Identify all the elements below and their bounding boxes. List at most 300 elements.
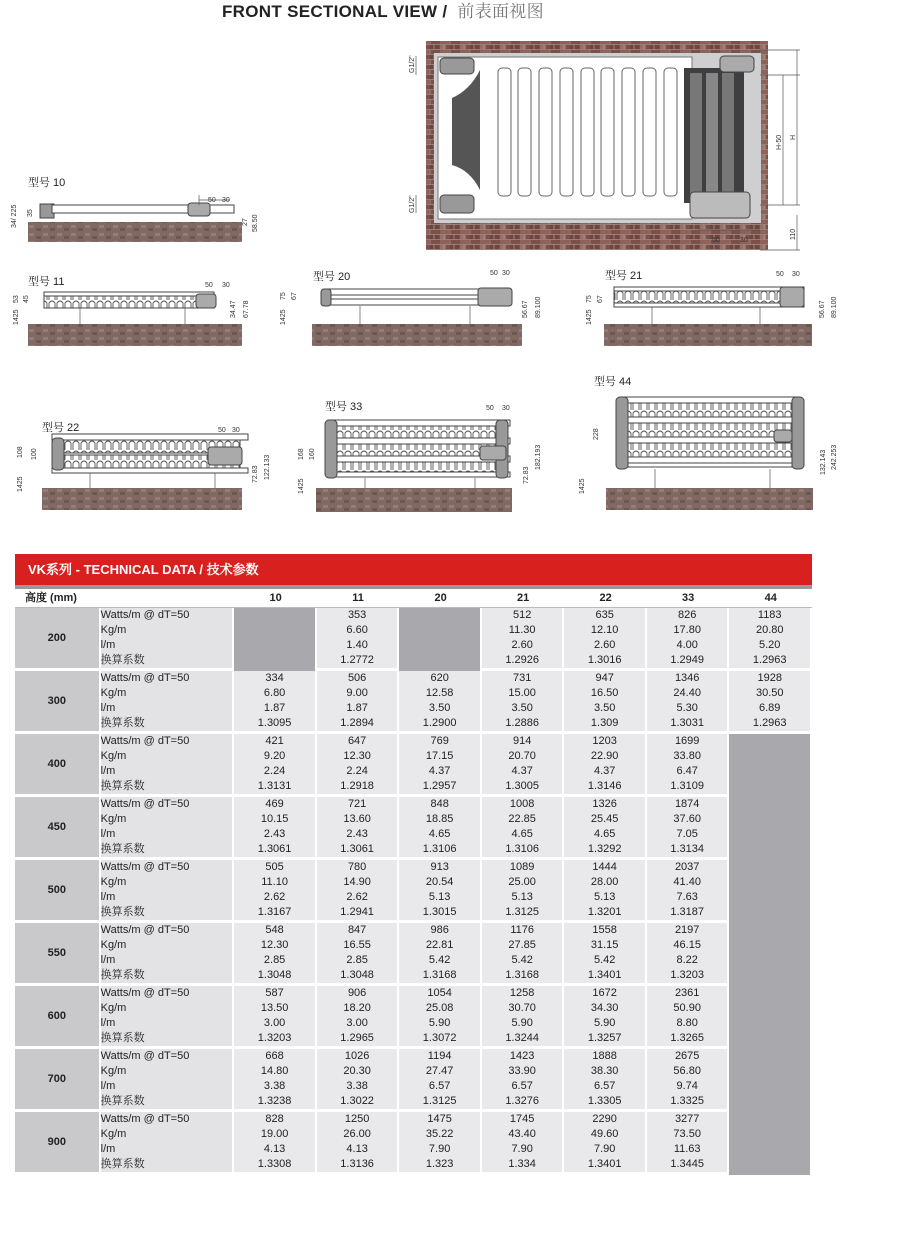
value-cell: 4.65 [564,827,647,842]
value-cell: 25.45 [564,812,647,827]
value-cell: 49.60 [564,1127,647,1142]
value-cell: 1.3201 [564,905,647,923]
value-cell: 6.60 [317,623,400,638]
row-label: 换算系数 [101,779,235,797]
row-label: Watts/m @ dT=50 [101,1049,235,1064]
value-cell: 1.3401 [564,1157,647,1175]
value-cell: 986 [399,923,482,938]
value-cell: 1.3031 [647,716,730,734]
value-cell: 1423 [482,1049,565,1064]
table-row [15,797,812,812]
value-cell: 1.3136 [317,1157,400,1175]
table-row [15,701,812,716]
value-cell: 12.58 [399,686,482,701]
value-cell: 8.22 [647,953,730,968]
value-cell: 1.3292 [564,842,647,860]
row-label: Kg/m [101,1001,235,1016]
value-cell: 1.3168 [482,968,565,986]
row-label: l/m [101,953,235,968]
value-cell: 1.2941 [317,905,400,923]
table-row [15,1142,812,1157]
value-cell: 38.30 [564,1064,647,1079]
t11-dim-right2: 67.78 [243,300,250,318]
value-cell: 6.57 [564,1079,647,1094]
table-row [15,749,812,764]
value-cell: 1008 [482,797,565,812]
column-header: 21 [482,589,565,608]
value-cell: 4.65 [399,827,482,842]
value-cell: 25.08 [399,1001,482,1016]
t11-dim-30: 30 [222,282,230,289]
table-row [15,779,812,797]
row-label: Watts/m @ dT=50 [101,986,235,1001]
row-label: Watts/m @ dT=50 [101,1112,235,1127]
value-cell: 1.87 [234,701,317,716]
value-cell: 20.30 [317,1064,400,1079]
value-cell: 22.85 [482,812,565,827]
t33-dim-50: 50 [486,405,494,412]
value-cell: 1874 [647,797,730,812]
table-row [15,968,812,986]
value-cell: 769 [399,734,482,749]
value-cell: 1.309 [564,716,647,734]
type-33-label: 型号 33 [325,401,363,413]
value-cell: 14.80 [234,1064,317,1079]
value-cell: 2.62 [234,890,317,905]
row-label: Kg/m [101,1064,235,1079]
value-cell: 7.05 [647,827,730,842]
value-cell: 421 [234,734,317,749]
type-20-drawing [312,288,522,346]
dim-g-top: G1/2" [409,55,416,73]
value-cell: 620 [399,671,482,686]
value-cell: 1.3445 [647,1157,730,1175]
column-header: 22 [564,589,647,608]
value-cell: 1.3134 [647,842,730,860]
value-cell: 1.2949 [647,653,730,671]
empty-cell [729,986,812,1049]
empty-cell [729,797,812,860]
height-cell: 500 [15,860,101,923]
value-cell: 10.15 [234,812,317,827]
value-cell: 506 [317,671,400,686]
value-cell: 1.2965 [317,1031,400,1049]
technical-data-banner: VK系列 - TECHNICAL DATA / 技术参数 [15,554,812,585]
value-cell: 11.63 [647,1142,730,1157]
value-cell: 1.2900 [399,716,482,734]
t21-dim-left3: 67 [597,295,604,303]
value-cell: 847 [317,923,400,938]
table-row [15,1016,812,1031]
value-cell: 9.00 [317,686,400,701]
value-cell: 2037 [647,860,730,875]
value-cell: 1.3257 [564,1031,647,1049]
type-22-drawing [42,434,248,510]
value-cell: 1.3168 [399,968,482,986]
value-cell: 4.65 [482,827,565,842]
value-cell: 1026 [317,1049,400,1064]
value-cell: 1183 [729,608,812,623]
row-label: Watts/m @ dT=50 [101,608,235,623]
value-cell: 1.3244 [482,1031,565,1049]
value-cell: 19.00 [234,1127,317,1142]
dim-50: 50 [712,237,720,244]
row-label: 换算系数 [101,1157,235,1175]
value-cell: 1054 [399,986,482,1001]
value-cell: 12.30 [317,749,400,764]
value-cell: 20.80 [729,623,812,638]
value-cell: 4.13 [317,1142,400,1157]
value-cell: 3277 [647,1112,730,1127]
height-cell: 450 [15,797,101,860]
table-row [15,1079,812,1094]
value-cell: 11.10 [234,875,317,890]
t20-dim-50: 50 [490,270,498,277]
column-header: 10 [234,589,317,608]
empty-cell [399,608,482,671]
value-cell: 30.50 [729,686,812,701]
row-label: Kg/m [101,1127,235,1142]
value-cell: 2197 [647,923,730,938]
value-cell: 12.10 [564,623,647,638]
row-label: Watts/m @ dT=50 [101,923,235,938]
value-cell: 17.15 [399,749,482,764]
technical-drawings [0,0,924,550]
value-cell: 1.3016 [564,653,647,671]
value-cell: 512 [482,608,565,623]
value-cell: 30.70 [482,1001,565,1016]
value-cell: 1258 [482,986,565,1001]
type-11-drawing [28,292,242,346]
value-cell: 1672 [564,986,647,1001]
value-cell: 7.90 [482,1142,565,1157]
value-cell: 1.3276 [482,1094,565,1112]
value-cell: 7.63 [647,890,730,905]
value-cell: 1.3265 [647,1031,730,1049]
table-row [15,1127,812,1142]
t22-dim-left2: 100 [31,448,38,460]
value-cell: 46.15 [647,938,730,953]
value-cell: 1.323 [399,1157,482,1175]
value-cell: 721 [317,797,400,812]
value-cell: 25.00 [482,875,565,890]
dim-h50: H-50 [776,134,783,150]
value-cell: 505 [234,860,317,875]
height-cell: 200 [15,608,101,671]
row-label: l/m [101,827,235,842]
value-cell: 20.70 [482,749,565,764]
table-row [15,1112,812,1127]
value-cell: 35.22 [399,1127,482,1142]
value-cell: 33.80 [647,749,730,764]
value-cell: 1.334 [482,1157,565,1175]
value-cell: 18.20 [317,1001,400,1016]
row-label: 换算系数 [101,1031,235,1049]
value-cell: 1089 [482,860,565,875]
value-cell: 12.30 [234,938,317,953]
row-label: 换算系数 [101,716,235,734]
type-44-drawing [606,397,813,510]
value-cell: 668 [234,1049,317,1064]
value-cell: 731 [482,671,565,686]
value-cell: 1.3125 [482,905,565,923]
value-cell: 647 [317,734,400,749]
table-row [15,923,812,938]
value-cell: 906 [317,986,400,1001]
value-cell: 22.90 [564,749,647,764]
front-view [416,41,800,250]
t10-dim-left2: 35 [27,209,34,217]
value-cell: 4.13 [234,1142,317,1157]
table-row [15,938,812,953]
value-cell: 5.90 [564,1016,647,1031]
table-row [15,890,812,905]
value-cell: 13.60 [317,812,400,827]
type-20-label: 型号 20 [313,271,351,283]
value-cell: 50.90 [647,1001,730,1016]
t22-dim-left1: 108 [17,446,24,458]
value-cell: 5.13 [482,890,565,905]
value-cell: 4.37 [482,764,565,779]
value-cell: 16.55 [317,938,400,953]
row-label: l/m [101,701,235,716]
row-label: 换算系数 [101,842,235,860]
t20-dim-left1: 1425 [280,309,287,325]
value-cell: 3.00 [234,1016,317,1031]
value-cell: 1.3048 [317,968,400,986]
row-label: Watts/m @ dT=50 [101,671,235,686]
value-cell: 13.50 [234,1001,317,1016]
height-cell: 550 [15,923,101,986]
value-cell: 43.40 [482,1127,565,1142]
row-label: Kg/m [101,875,235,890]
value-cell: 2.85 [234,953,317,968]
table-row [15,860,812,875]
value-cell: 5.42 [564,953,647,968]
value-cell: 37.60 [647,812,730,827]
value-cell: 1475 [399,1112,482,1127]
value-cell: 3.00 [317,1016,400,1031]
empty-cell [729,1049,812,1112]
value-cell: 1.3022 [317,1094,400,1112]
value-cell: 4.37 [399,764,482,779]
table-row [15,986,812,1001]
row-label: 换算系数 [101,968,235,986]
value-cell: 5.20 [729,638,812,653]
table-row [15,1157,812,1175]
value-cell: 6.47 [647,764,730,779]
table-row [15,1031,812,1049]
value-cell: 828 [234,1112,317,1127]
t44-dim-left2: 1425 [579,478,586,494]
value-cell: 5.13 [564,890,647,905]
row-label: Watts/m @ dT=50 [101,734,235,749]
value-cell: 2361 [647,986,730,1001]
empty-cell [729,860,812,923]
t44-dim-left1: 228 [593,428,600,440]
value-cell: 1.3106 [482,842,565,860]
value-cell: 1699 [647,734,730,749]
value-cell: 2.43 [234,827,317,842]
table-row [15,905,812,923]
value-cell: 1558 [564,923,647,938]
value-cell: 5.30 [647,701,730,716]
value-cell: 6.57 [399,1079,482,1094]
value-cell: 2.85 [317,953,400,968]
type-21-label: 型号 21 [605,270,643,282]
type-44-label: 型号 44 [594,376,632,388]
value-cell: 469 [234,797,317,812]
row-label: 换算系数 [101,653,235,671]
value-cell: 334 [234,671,317,686]
value-cell: 9.20 [234,749,317,764]
value-cell: 24.40 [647,686,730,701]
table-row [15,953,812,968]
value-cell: 1.3109 [647,779,730,797]
column-header: 11 [317,589,400,608]
table-row [15,812,812,827]
value-cell: 22.81 [399,938,482,953]
table-row [15,1094,812,1112]
value-cell: 914 [482,734,565,749]
row-label: l/m [101,638,235,653]
value-cell: 826 [647,608,730,623]
value-cell: 2.62 [317,890,400,905]
type-11-label: 型号 11 [28,276,65,288]
height-cell: 700 [15,1049,101,1112]
value-cell: 31.15 [564,938,647,953]
value-cell: 15.00 [482,686,565,701]
value-cell: 8.80 [647,1016,730,1031]
value-cell: 5.90 [482,1016,565,1031]
value-cell: 5.42 [482,953,565,968]
type-33-drawing [316,420,512,512]
value-cell: 4.37 [564,764,647,779]
value-cell: 2.43 [317,827,400,842]
table-row [15,764,812,779]
value-cell: 2290 [564,1112,647,1127]
t10-dim-30: 30 [222,197,230,204]
t10-dim-50: 50 [208,197,216,204]
value-cell: 3.50 [564,701,647,716]
value-cell: 16.50 [564,686,647,701]
t11-dim-right1: 34.47 [230,300,237,318]
value-cell: 1.3187 [647,905,730,923]
height-cell: 300 [15,671,101,734]
value-cell: 1194 [399,1049,482,1064]
column-header: 20 [399,589,482,608]
value-cell: 1.2963 [729,653,812,671]
technical-data-table [15,589,812,1175]
value-cell: 1.2963 [729,716,812,734]
t11-dim-left1: 1425 [13,309,20,325]
value-cell: 1346 [647,671,730,686]
empty-cell [729,923,812,986]
value-cell: 7.90 [564,1142,647,1157]
t22-dim-right1: 72.83 [252,465,259,483]
t33-dim-left3: 1425 [298,478,305,494]
value-cell: 14.90 [317,875,400,890]
table-row [15,671,812,686]
value-cell: 1444 [564,860,647,875]
value-cell: 848 [399,797,482,812]
value-cell: 26.00 [317,1127,400,1142]
row-label: l/m [101,764,235,779]
t21-dim-right1: 56.67 [819,300,826,318]
value-cell: 17.80 [647,623,730,638]
t21-dim-50: 50 [776,271,784,278]
column-header: 44 [729,589,812,608]
value-cell: 635 [564,608,647,623]
value-cell: 2.24 [317,764,400,779]
value-cell: 1176 [482,923,565,938]
t20-dim-right1: 56.67 [522,300,529,318]
t10-dim-right1: 27 [242,218,249,226]
value-cell: 947 [564,671,647,686]
t20-dim-right2: 89.100 [535,296,542,318]
t10-dim-left1: 34/ 225 [11,204,18,228]
value-cell: 1.3167 [234,905,317,923]
value-cell: 1.3401 [564,968,647,986]
value-cell: 6.57 [482,1079,565,1094]
row-label: Kg/m [101,938,235,953]
value-cell: 1326 [564,797,647,812]
value-cell: 5.90 [399,1016,482,1031]
t20-dim-left3: 67 [291,292,298,300]
value-cell: 4.00 [647,638,730,653]
value-cell: 1.3005 [482,779,565,797]
value-cell: 1.2918 [317,779,400,797]
value-cell: 1.2957 [399,779,482,797]
value-cell: 1.3095 [234,716,317,734]
value-cell: 3.50 [482,701,565,716]
t10-dim-right2: 58.50 [252,214,259,232]
value-cell: 1203 [564,734,647,749]
table-row [15,686,812,701]
row-label: l/m [101,890,235,905]
value-cell: 5.42 [399,953,482,968]
value-cell: 1.3048 [234,968,317,986]
t22-dim-50: 50 [218,427,226,434]
value-cell: 73.50 [647,1127,730,1142]
value-cell: 1.3061 [317,842,400,860]
table-row [15,734,812,749]
row-label: Kg/m [101,812,235,827]
type-10-label: 型号 10 [28,177,66,189]
row-label: Kg/m [101,749,235,764]
row-label: 换算系数 [101,905,235,923]
value-cell: 6.89 [729,701,812,716]
value-cell: 3.38 [234,1079,317,1094]
column-header: 33 [647,589,730,608]
row-label: 换算系数 [101,1094,235,1112]
value-cell: 27.85 [482,938,565,953]
value-cell: 27.47 [399,1064,482,1079]
t33-dim-right2: 182.193 [535,444,542,470]
page-title: FRONT SECTIONAL VIEW / 前表面视图 [222,2,544,21]
value-cell: 1250 [317,1112,400,1127]
value-cell: 1.3015 [399,905,482,923]
height-cell: 400 [15,734,101,797]
table-row [15,827,812,842]
table-row [15,1049,812,1064]
row-label: l/m [101,1142,235,1157]
value-cell: 913 [399,860,482,875]
value-cell: 18.85 [399,812,482,827]
table-row [15,608,812,623]
value-cell: 1.3146 [564,779,647,797]
table-row [15,875,812,890]
